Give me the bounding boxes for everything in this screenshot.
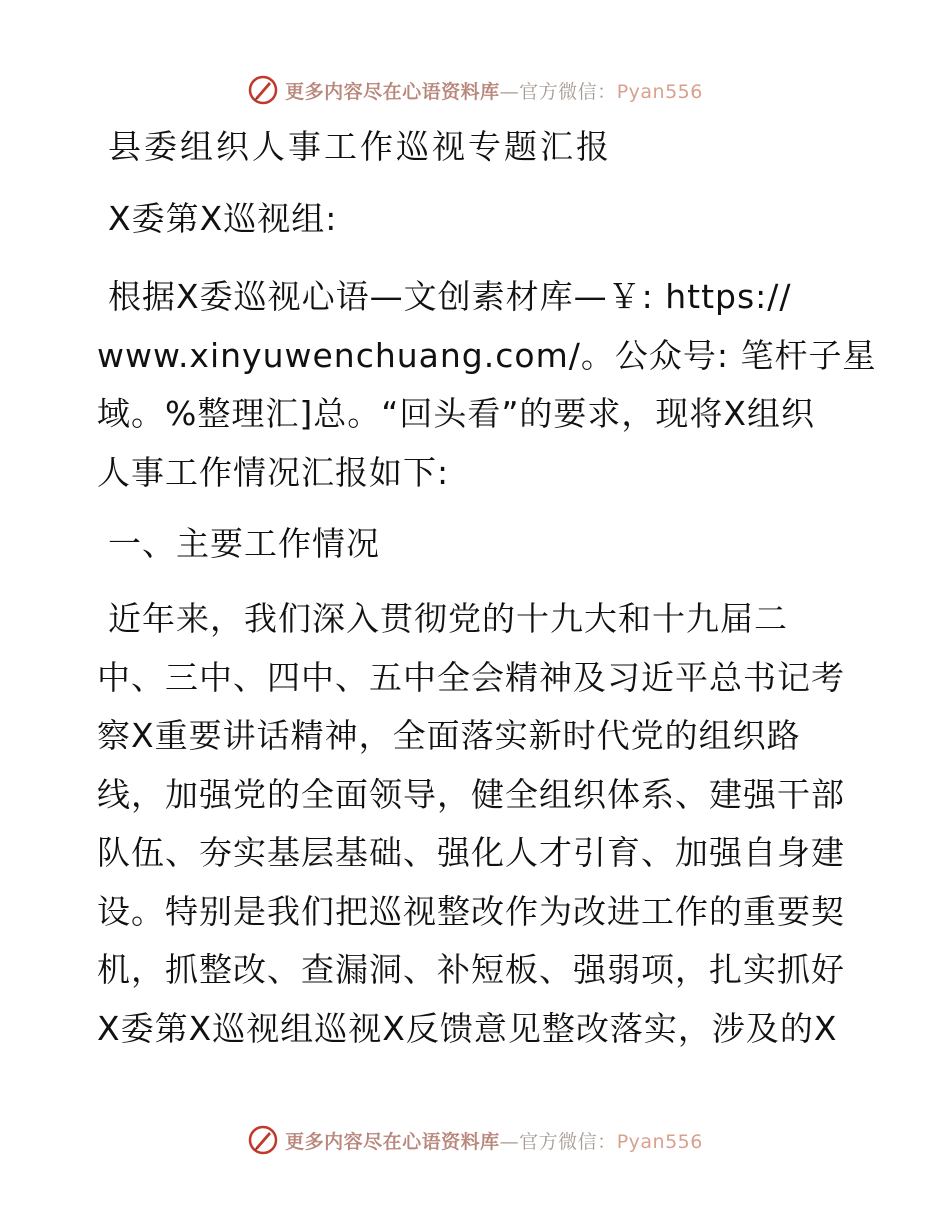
salutation [0,190,337,249]
section-heading [0,515,380,574]
paragraph-line: 线，加强党的全面领导，健全组织体系、建强干部 [97,774,845,814]
watermark-text: 更多内容尽在心语资料库—官方微信：Pyan556 [285,1130,703,1153]
paragraph-line: 察X重要讲话精神，全面落实新时代党的组织路 [97,716,801,755]
paragraph-line: 中、三中、四中、五中全会精神及习近平总书记考 [97,657,845,697]
watermark-text: 更多内容尽在心语资料库—官方微信：Pyan556 [285,80,703,103]
document-title: 县委组织人事工作巡视专题汇报 [108,127,612,166]
paragraph-line: 设。特别是我们把巡视整改作为改进工作的重要契 [97,891,845,931]
salutation-line: X委第X巡视组: [108,199,338,238]
paragraph-line: 机，抓整改、查漏洞、补短板、强弱项，扎实抓好 [97,950,845,989]
quill-pen-logo-icon [247,1124,279,1156]
paragraph-line: X委第X巡视组巡视X反馈意见整改落实，涉及的X [97,1008,838,1048]
paragraph-line: 人事工作情况汇报如下: [97,452,450,492]
paragraph-line: 根据X委巡视心语—文创素材库—￥: https:// [108,277,792,316]
section-heading-line: 一、主要工作情况 [108,524,380,563]
intro-paragraph [0,268,876,502]
paragraph-line: 近年来，我们深入贯彻党的十九大和十九届二 [108,599,788,638]
paragraph-line: 域。%整理汇]总。“回头看”的要求，现将X组织 [97,394,816,433]
footer-watermark [0,1120,950,1160]
quill-pen-logo-icon [247,74,279,106]
body-paragraph [0,590,845,1058]
paragraph-line: 队伍、夯实基层基础、强化人才引育、加强自身建 [97,833,845,872]
header-watermark [0,70,950,110]
paragraph-line: www.xinyuwenchuang.com/。公众号: 笔杆子星 [97,335,877,375]
